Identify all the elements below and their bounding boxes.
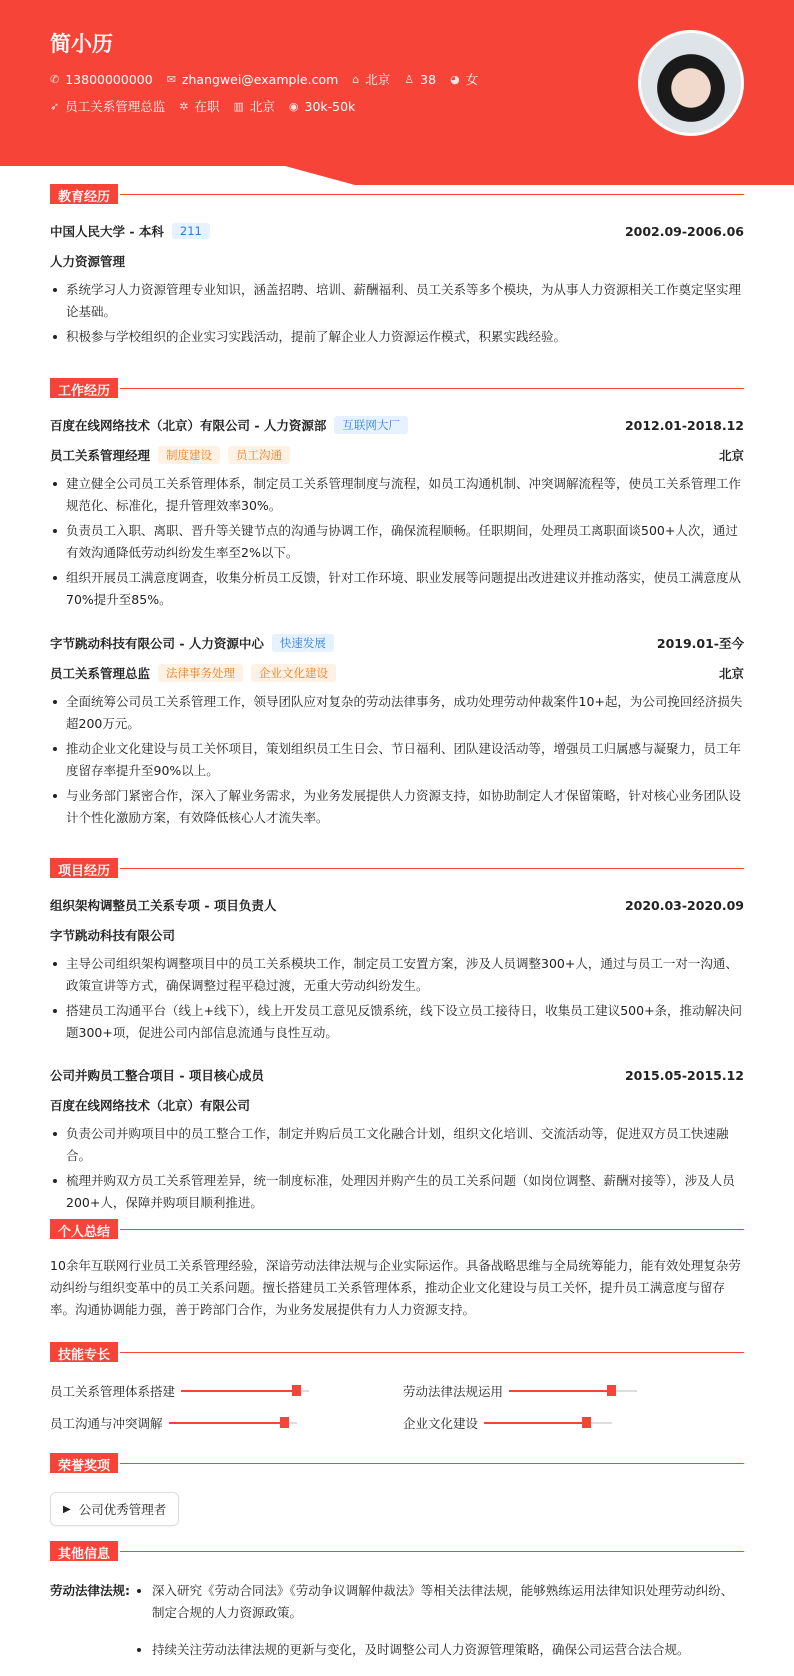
send-icon: ➶ [50,99,60,113]
list-item: 全面统筹公司员工关系管理工作，领导团队应对复杂的劳动法律事务，成功处理劳动仲裁案件10+起，为公司挽回经济损失超200万元。 [50,691,744,735]
work-title-row [50,446,744,464]
project-name: 组织架构调整员工关系专项 - 项目负责人 [50,898,277,913]
email: zhangwei@example.com [181,71,339,87]
list-item: 推动企业文化建设与员工关怀项目，策划组织员工生日会、节日福利、团队建设活动等，增强员工归属感与凝聚力，员工年度留存率提升至90%以上。 [50,738,744,782]
section-title: 个人总结 [50,1219,118,1239]
list-item: 梳理并购双方员工关系管理差异，统一制度标准，处理因并购产生的员工关系问题（如岗位调整、薪酬对接等），涉及人员200+人，保障并购项目顺利推进。 [50,1170,744,1214]
section-title: 其他信息 [50,1541,118,1561]
candidate-name: 简小历 [50,32,113,56]
skill-bar [509,1390,637,1392]
skill-bar [181,1390,309,1392]
work-date: 2012.01-2018.12 [624,417,744,433]
skill-tag: 制度建设 [158,446,220,464]
list-item: 积极参与学校组织的企业实习实践活动，提前了解企业人力资源运作模式，积累实践经验。 [50,326,744,348]
summary-text: 10余年互联网行业员工关系管理经验，深谙劳动法律法规与企业实际运作。具备战略思维与全局统筹能力，能有效处理复杂劳动纠纷与组织变革中的员工关系问题。擅长搭建员工关系管理体系，推动企业文化建设与员工关怀，提升员工满意度与留存率。沟通协调能力强，善于跨部门合作，为业务发展提供有力人力资源支持。 [50,1258,741,1317]
skill-name: 员工关系管理体系搭建 [50,1384,176,1399]
project-bullets [50,953,744,1047]
triangle-icon: ▶ [63,1503,71,1515]
section-work [50,378,744,398]
job-title: 员工关系管理总监 [50,666,151,681]
status: 在职 [194,99,220,114]
skill-name: 员工沟通与冲突调解 [50,1416,163,1431]
school: 中国人民大学 - 本科 [50,224,164,239]
project-name: 公司并购员工整合项目 - 项目核心成员 [50,1068,264,1083]
other-label: 劳动法律法规: [50,1583,130,1598]
education-bullets [50,279,744,351]
skill-handle [292,1385,301,1396]
school-tag: 211 [172,223,210,239]
section-title: 工作经历 [50,378,118,398]
list-item: 建立健全公司员工关系管理体系，制定员工关系管理制度与流程，如员工沟通机制、冲突调解流程等，使员工关系管理工作规范化、标准化，提升管理效率30%。 [50,473,744,517]
money-icon: ◉ [288,99,299,113]
salary: 30k-50k [304,98,356,114]
age: 38 [420,71,437,87]
skill-bar [169,1422,297,1424]
project-date: 2015.05-2015.12 [624,1067,744,1083]
job-title: 员工关系管理经理 [50,448,151,463]
company-tag: 快速发展 [272,634,334,652]
avatar [638,30,744,136]
work-city: 北京 [718,448,744,463]
skill-handle [582,1417,591,1428]
company: 字节跳动科技有限公司 - 人力资源中心 [50,636,264,651]
skill-item [50,1414,297,1432]
gear-icon: ✲ [179,99,189,113]
project-date: 2020.03-2020.09 [624,897,744,913]
list-item: 与业务部门紧密合作，深入了解业务需求，为业务发展提供人力资源支持，如协助制定人才保留策略，针对核心业务团队设计个性化激励方案，有效降低核心人才流失率。 [50,785,744,829]
list-item: 负责员工入职、离职、晋升等关键节点的沟通与协调工作，确保流程顺畅。任职期间，处理员工离职面谈500+人次，通过有效沟通降低劳动纠纷发生率至2%以下。 [50,520,744,564]
skill-name: 劳动法律法规运用 [403,1384,504,1399]
list-item: 主导公司组织架构调整项目中的员工关系模块工作，制定员工安置方案，涉及人员调整300+人，通过与员工一对一沟通、政策宣讲等方式，确保调整过程平稳过渡，无重大劳动纠纷发生。 [50,953,744,997]
mail-icon: ✉ [166,72,176,86]
section-summary [50,1219,744,1239]
list-item: 搭建员工沟通平台（线上+线下），线上开发员工意见反馈系统，线下设立员工接待日，收集员工建议500+条，推动解决问题300+项，促进公司内部信息流通与良性互动。 [50,1000,744,1044]
education-date: 2002.09-2006.06 [624,223,744,239]
divider [120,388,744,389]
project-bullets [50,1123,744,1217]
award-name: 公司优秀管理者 [78,1502,167,1517]
section-title: 教育经历 [50,184,118,204]
target-city: 北京 [249,99,275,114]
project-company [50,926,744,944]
home-icon: ⌂ [352,72,360,86]
divider [120,1229,744,1230]
list-item: 深入研究《劳动合同法》《劳动争议调解仲裁法》等相关法律法规，能够熟练运用法律知识处理劳动纠纷、制定合规的人力资源政策。 [134,1580,744,1624]
building-icon: ▥ [233,99,244,113]
divider [120,1463,744,1464]
skill-item [403,1414,612,1432]
phone: 13800000000 [65,71,153,87]
other-info [50,1580,744,1676]
section-awards [50,1453,744,1473]
list-item: 组织开展员工满意度调查，收集分析员工反馈，针对工作环境、职业发展等问题提出改进建议并推动落实，使员工满意度从70%提升至85%。 [50,567,744,611]
section-title: 荣誉奖项 [50,1453,118,1473]
contact-info [50,70,478,88]
gender: 女 [465,72,479,87]
skill-handle [607,1385,616,1396]
divider [120,1352,744,1353]
work-bullets [50,473,744,614]
skill-item [50,1382,309,1400]
list-item: 持续关注劳动法律法规的更新与变化，及时调整公司人力资源管理策略，确保公司运营合法合规。 [134,1639,744,1661]
project-company [50,1096,744,1114]
skill-item [403,1382,637,1400]
city: 北京 [365,72,391,87]
work-row [50,416,744,434]
major [50,252,744,270]
job-intent [50,97,355,115]
section-project [50,858,744,878]
skill-tag: 法律事务处理 [158,664,243,682]
education-row [50,222,744,240]
work-date: 2019.01-至今 [656,636,744,651]
skill-handle [280,1417,289,1428]
cake-icon: ♙ [404,72,415,86]
list-item: 系统学习人力资源管理专业知识，涵盖招聘、培训、薪酬福利、员工关系等多个模块，为从事人力资源相关工作奠定坚实理论基础。 [50,279,744,323]
skill-bar [484,1422,612,1424]
skill-name: 企业文化建设 [403,1416,479,1431]
work-row [50,634,744,652]
company-tag: 互联网大厂 [334,416,408,434]
project-company-text: 字节跳动科技有限公司 [50,928,176,943]
work-title-row [50,664,744,682]
section-title: 项目经历 [50,858,118,878]
major-text: 人力资源管理 [50,254,126,269]
position: 员工关系管理总监 [65,99,166,114]
section-skills [50,1342,744,1362]
phone-icon: ✆ [50,72,60,86]
project-row [50,1066,744,1084]
work-city: 北京 [718,666,744,681]
award-item [50,1492,179,1526]
skill-tag: 企业文化建设 [251,664,336,682]
work-bullets [50,691,744,832]
divider [120,1551,744,1552]
section-title: 技能专长 [50,1342,118,1362]
gender-icon: ◕ [450,72,460,86]
company: 百度在线网络技术（北京）有限公司 - 人力资源部 [50,418,327,433]
divider [120,194,744,195]
project-company-text: 百度在线网络技术（北京）有限公司 [50,1098,251,1113]
section-education [50,184,744,204]
section-other [50,1541,744,1561]
divider [120,868,744,869]
project-row [50,896,744,914]
list-item: 负责公司并购项目中的员工整合工作，制定并购后员工文化融合计划，组织文化培训、交流活动等，促进双方员工快速融合。 [50,1123,744,1167]
skill-tag: 员工沟通 [228,446,290,464]
